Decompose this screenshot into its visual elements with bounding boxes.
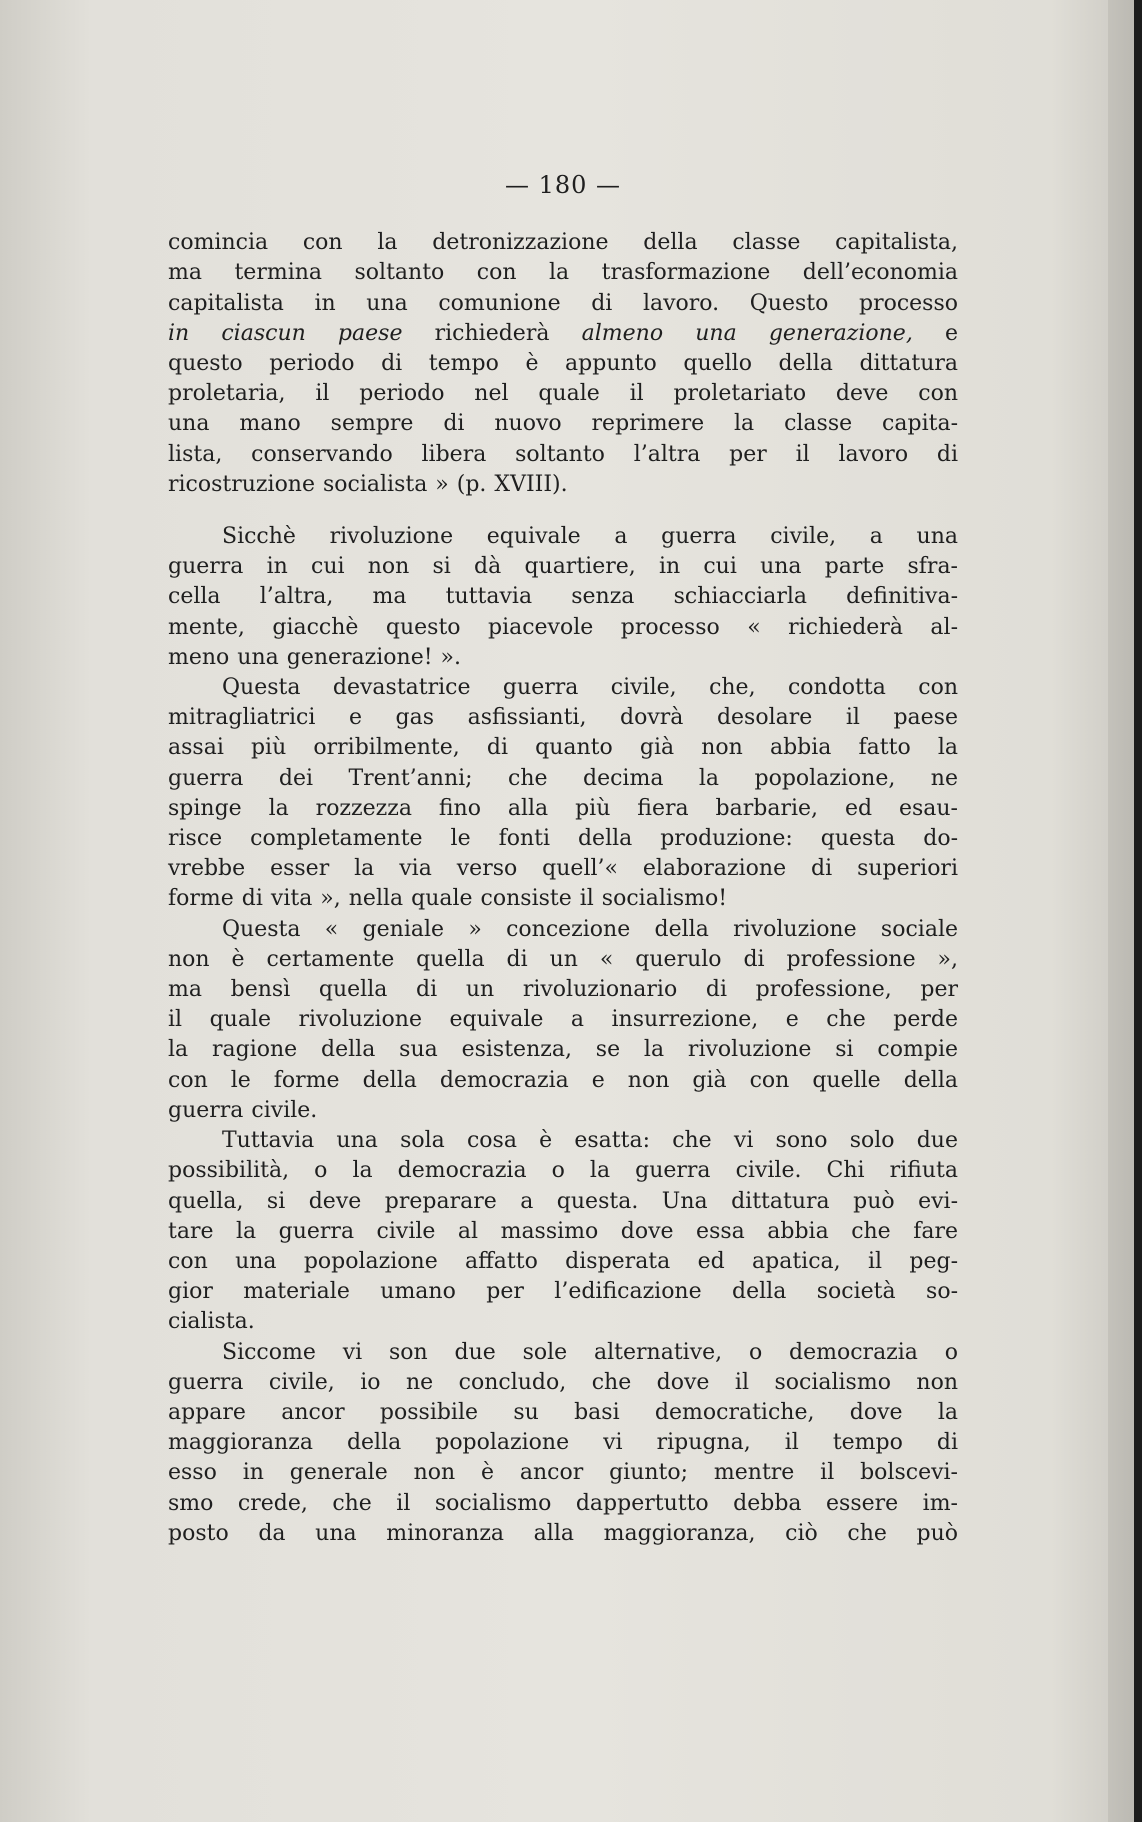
paragraph-1 [168, 228, 958, 500]
text-line: guerra civile, io ne concludo, che dove il socialismo non [168, 1369, 958, 1395]
text-line: gior materiale umano per l’edificazione della società so- [168, 1279, 958, 1305]
text-line: comincia con la detronizzazione della classe capitalista, [168, 230, 958, 256]
text-line: appare ancor possibile su basi democratiche, dove la [168, 1399, 958, 1425]
paragraph-3 [168, 673, 958, 915]
text-line: vrebbe esser la via verso quell’« elaborazione di superiori [168, 856, 958, 882]
paragraph-gap [168, 500, 958, 522]
text-line: con una popolazione affatto disperata ed apatica, il peg- [168, 1248, 958, 1274]
text-line: maggioranza della popolazione vi ripugna, il tempo di [168, 1430, 958, 1456]
text-line: cella l’altra, ma tuttavia senza schiacciarla definitiva- [168, 584, 958, 610]
text-line: il quale rivoluzione equivale a insurrezione, e che perde [168, 1007, 958, 1033]
text-line: mente, giacchè questo piacevole processo « richiederà al- [168, 614, 958, 640]
text-line: Tuttavia una sola cosa è esatta: che vi sono solo due [222, 1128, 958, 1154]
text-line: questo periodo di tempo è appunto quello della dittatura [168, 351, 958, 377]
text-line: ma termina soltanto con la trasformazione dell’economia [168, 260, 958, 286]
text-line: meno una generazione! ». [168, 644, 462, 670]
text-line: ma bensì quella di un rivoluzionario di professione, per [168, 977, 958, 1003]
text-line: Siccome vi son due sole alternative, o democrazia o [222, 1339, 958, 1365]
text-line: mitragliatrici e gas asfissianti, dovrà desolare il paese [168, 705, 958, 731]
paragraph-6 [168, 1338, 958, 1549]
text-line: guerra civile. [168, 1097, 318, 1123]
text-line: quella, si deve preparare a questa. Una dittatura può evi- [168, 1188, 958, 1214]
text-line: Questa devastatrice guerra civile, che, condotta con [222, 675, 958, 701]
paragraph-4 [168, 915, 958, 1126]
page-number: — 180 — [504, 171, 622, 199]
text-line: posto da una minoranza alla maggioranza, ciò che può [168, 1520, 958, 1546]
text-line: risce completamente le fonti della produzione: questa do- [168, 826, 958, 852]
text-line: non è certamente quella di un « querulo di professione », [168, 946, 958, 972]
page-text [168, 170, 958, 1549]
text-line: cialista. [168, 1309, 255, 1335]
text-line: esso in generale non è ancor giunto; mentre il bolscevi- [168, 1460, 958, 1486]
text-line: capitalista in una comunione di lavoro. Questo processo [168, 290, 958, 316]
text-line: ricostruzione socialista » (p. XVIII). [168, 471, 568, 497]
scan-border [1134, 0, 1142, 1822]
paragraph-2 [168, 522, 958, 673]
text-line: lista, conservando libera soltanto l’altra per il lavoro di [168, 441, 958, 467]
text-line: forme di vita », nella quale consiste il socialismo! [168, 886, 728, 912]
text-line: proletaria, il periodo nel quale il proletariato deve con [168, 381, 958, 407]
text-line: smo crede, che il socialismo dappertutto debba essere im- [168, 1490, 958, 1516]
text-line: spinge la rozzezza fino alla più fiera barbarie, ed esau- [168, 795, 958, 821]
text-line: guerra dei Trent’anni; che decima la popolazione, ne [168, 765, 958, 791]
text-line: Questa « geniale » concezione della rivoluzione sociale [222, 916, 958, 942]
text-line: con le forme della democrazia e non già con quelle della [168, 1067, 958, 1093]
text-line: Sicchè rivoluzione equivale a guerra civile, a una [222, 524, 958, 550]
paragraph-5 [168, 1126, 958, 1337]
text-line: possibilità, o la democrazia o la guerra civile. Chi rifiuta [168, 1158, 958, 1184]
text-line-italic: in ciascun paese richiederà almeno una generazione, e [168, 320, 958, 346]
text-line: guerra in cui non si dà quartiere, in cui una parte sfra- [168, 554, 958, 580]
text-line: la ragione della sua esistenza, se la rivoluzione si compie [168, 1037, 958, 1063]
text-line: tare la guerra civile al massimo dove essa abbia che fare [168, 1218, 958, 1244]
text-line: assai più orribilmente, di quanto già non abbia fatto la [168, 735, 958, 761]
text-line: una mano sempre di nuovo reprimere la classe capita- [168, 411, 958, 437]
